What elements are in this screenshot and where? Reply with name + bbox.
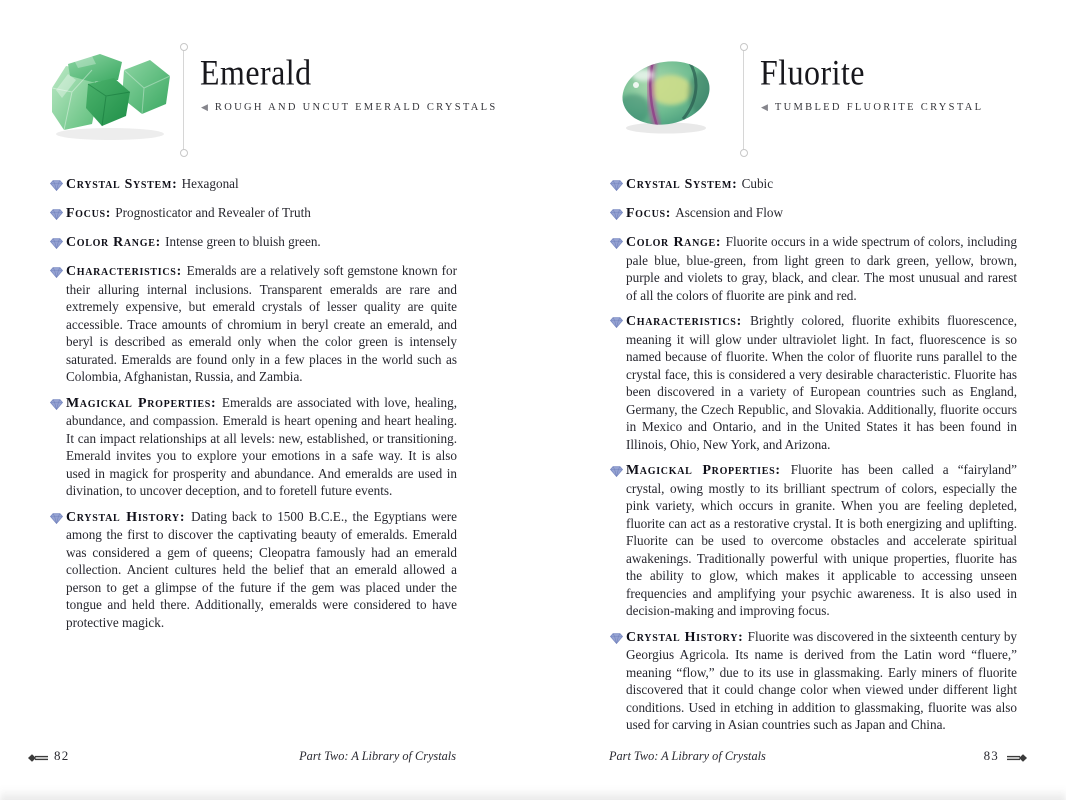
running-title: Part Two: A Library of Crystals — [299, 749, 456, 763]
entry-magickal-properties: Magickal Properties: Emeralds are associated with love, healing, abundance, and compassion. Emerald is heart opening and heart healing. It can impact relationships at all levels: new, established, or transitioning. Emerald invites you to explore your emotions in a safe way. It is also used in magick for prosperity and abundance. And emeralds are used in divination, to uncover deception, and to foretell future events. — [50, 394, 457, 500]
divider-dot-icon — [180, 149, 188, 157]
gem-bullet-icon — [50, 204, 66, 225]
caption-marker-icon: ◀ — [201, 102, 208, 112]
entry-label: Magickal Properties — [66, 395, 211, 411]
gem-bullet-icon — [610, 175, 626, 196]
gem-bullet-icon — [50, 262, 66, 386]
entry-characteristics: Characteristics: Emeralds are a relatively soft gemstone known for their alluring internal inclusions. Transparent emeralds are rare and extremely expensive, but emerald crystals of lesser quality are quite accessible. Trace amounts of chromium in beryl create an emerald, and beryl is described as emerald only when the color green is intensely saturated. Emeralds are found only in a few places in the world such as Colombia, Afghanistan, Russia, and Zambia. — [50, 262, 457, 386]
gem-bullet-icon — [610, 461, 626, 620]
gem-bullet-icon — [610, 204, 626, 225]
entry-characteristics: Characteristics: Brightly colored, fluorite exhibits fluorescence, meaning it will glow under ultraviolet light. In fact, fluorescence is so named because of fluorite. When the color of fluorite runs parallel to the crystal face, this is considered a very desirable characteristic. Fluorite has been discovered in a variety of European countries such as England, Germany, the Czech Republic, and Slovakia. Additionally, fluorite occurs in Mexico and Ontario, and in the United States it has been found in Illinois, Ohio, New York, and Arizona. — [610, 312, 1017, 453]
entry-focus: Focus: Ascension and Flow — [610, 204, 1017, 225]
page-number: 82 — [54, 748, 70, 763]
footer — [0, 744, 533, 774]
gem-bullet-icon — [610, 312, 626, 453]
entry-value: Intense green to bluish green. — [165, 234, 321, 249]
entry-list — [50, 175, 457, 639]
entry-label: Color Range — [626, 235, 716, 250]
entry-label: Focus — [66, 206, 106, 221]
entry-magickal-properties: Magickal Properties: Fluorite has been called a “fairyland” crystal, owing mostly to its brilliant spectrum of colors, especially the pink variety, which occurs in granite. When you are feeling depleted, fluorite can act as a restorative crystal. It is both energizing and uplifting. Fluorite can be used to overcome obstacles and accelerate spiritual awakenings. Traditionally powerful with unique properties, fluorite has the ability to glow, which makes it applicable to accessing unseen frequencies and amplifying your psychic awareness. It is also used in decision-making and improving focus. — [610, 461, 1017, 620]
page-edge-shadow — [0, 788, 1066, 800]
photo-caption — [201, 102, 498, 113]
entry-crystal-history: Crystal History: Dating back to 1500 B.C.E., the Egyptians were among the first to discover the captivating beauty of emeralds. Emerald was considered a gem of queens; Cleopatra famously had an emerald collection. Ancient cultures held the belief that an emerald allowed a person to get a glimpse of the future if the gem was placed under the tongue and held there. Additionally, emeralds were considered to have protective magick. — [50, 508, 457, 632]
entry-value: Fluorite was discovered in the sixteenth century by Georgius Agricola. Its name is derived from the Latin word “fluere,” meaning “flow,” due to its use in glassmaking. Early miners of fluorite discovered that it could change color when viewed under different light conditions. Used in etching in addition to glassmaking, fluorite was also used for carving in Asian countries such as Japan and China. — [626, 628, 1018, 732]
entry-value: Emeralds are associated with love, healing, abundance, and compassion. Emerald is heart opening and heart healing. It can impact relationships at all levels: new, established, or transitioning. Emerald invites you to explore your emotions in a safe way. It is also used in magick for prosperity and abundance. And emeralds are used in divination, to uncover deception, and to foretell future events. — [66, 394, 458, 498]
entry-color-range: Color Range: Intense green to bluish green. — [50, 233, 457, 254]
gem-bullet-icon — [50, 394, 66, 500]
entry-label: Characteristics — [66, 264, 177, 279]
page-number: 83 — [983, 748, 999, 763]
entry-list — [610, 175, 1017, 742]
divider-dot-icon — [740, 43, 748, 51]
entry-crystal-system: Crystal System: Cubic — [610, 175, 1017, 196]
header-divider — [743, 50, 744, 150]
emerald-photo — [48, 48, 176, 142]
entry-label: Characteristics — [626, 314, 737, 329]
entry-label: Crystal System — [626, 177, 733, 192]
entry-value: Prognosticator and Revealer of Truth — [115, 205, 311, 220]
caption-text: ROUGH AND UNCUT EMERALD CRYSTALS — [214, 102, 498, 113]
page-title: Fluorite — [760, 54, 865, 94]
arrow-left-ornament-icon — [27, 753, 50, 763]
entry-value: Brightly colored, fluorite exhibits fluorescence, meaning it will glow under ultraviolet light. In fact, fluorescence is so named because of fluorite. When the color of fluorite runs parallel to the crystal face, this is considered a very desirable characteristic. Fluorite has been discovered in a variety of European countries such as England, Germany, the Czech Republic, and Slovakia. Additionally, fluorite occurs in Mexico and Ontario, and in the United States it has been found in Illinois, Ohio, New York, and Arizona. — [626, 313, 1017, 452]
entry-label: Color Range — [66, 235, 156, 250]
entry-value: Hexagonal — [181, 176, 239, 191]
gem-bullet-icon — [610, 628, 626, 734]
photo-caption — [761, 102, 983, 113]
page-fluorite — [533, 0, 1066, 800]
divider-dot-icon — [740, 149, 748, 157]
gem-bullet-icon — [610, 233, 626, 304]
entry-focus: Focus: Prognosticator and Revealer of Truth — [50, 204, 457, 225]
entry-value: Cubic — [741, 176, 774, 191]
entry-label: Focus — [626, 206, 666, 221]
header-divider — [183, 50, 184, 150]
divider-dot-icon — [180, 43, 188, 51]
entry-label: Crystal History — [626, 629, 739, 645]
entry-label: Crystal System — [66, 177, 173, 192]
entry-value: Fluorite has been called a “fairyland” crystal, owing mostly to its brilliant spectrum of colors, especially the pink variety, which occurs in granite. When you are feeling depleted, fluorite can act as a restorative crystal. It is both energizing and uplifting. Fluorite can be used to overcome obstacles and accelerate spiritual awakenings. Traditionally powerful with unique properties, fluorite has the ability to glow, which makes it applicable to accessing unseen frequencies and amplifying your psychic awareness. It is also used in decision-making and improving focus. — [626, 462, 1018, 618]
page-title: Emerald — [200, 54, 312, 94]
entry-label: Magickal Properties — [626, 463, 776, 478]
entry-crystal-history: Crystal History: Fluorite was discovered in the sixteenth century by Georgius Agricola. Its name is derived from the Latin word “fluere,” meaning “flow,” due to its use in glassmaking. Early miners of fluorite discovered that it could change color when viewed under different light conditions. Used in etching in addition to glassmaking, fluorite was also used for carving in Asian countries such as Japan and China. — [610, 628, 1017, 734]
gem-bullet-icon — [50, 233, 66, 254]
entry-crystal-system: Crystal System: Hexagonal — [50, 175, 457, 196]
gem-bullet-icon — [50, 508, 66, 632]
caption-text: TUMBLED FLUORITE CRYSTAL — [774, 102, 984, 113]
entry-value: Ascension and Flow — [675, 205, 783, 220]
entry-value: Fluorite occurs in a wide spectrum of colors, including pale blue, blue-green, from light green to dark green, yellow, brown, purple and violets to gray, black, and clear. The most unusual and rarest of all the colors of fluorite are pink and red. — [626, 234, 1017, 303]
caption-marker-icon: ◀ — [761, 102, 768, 112]
entry-value: Dating back to 1500 B.C.E., the Egyptians were among the first to discover the captivating beauty of emeralds. Emerald was considered a gem of queens; Cleopatra famously had an emerald collection. Ancient cultures held the belief that an emerald allowed a person to get a glimpse of the future if the gem was placed under the tongue and held there. Additionally, emeralds were considered to have protective magick. — [66, 508, 457, 630]
fluorite-photo — [613, 55, 725, 137]
footer — [533, 744, 1066, 774]
running-title: Part Two: A Library of Crystals — [609, 749, 766, 763]
gem-bullet-icon — [50, 175, 66, 196]
entry-value: Emeralds are a relatively soft gemstone known for their alluring internal inclusions. Transparent emeralds are rare and extremely expensive, but emerald crystals of lesser quality are quite accessible. Trace amounts of chromium in beryl create an emerald, and beryl is described as emerald only when the color green is intensely saturated. Emeralds are found only in a few places in the world such as Colombia, Afghanistan, Russia, and Zambia. — [66, 263, 457, 384]
entry-color-range: Color Range: Fluorite occurs in a wide spectrum of colors, including pale blue, blue-green, from light green to dark green, yellow, brown, purple and violets to gray, black, and clear. The most unusual and rarest of all the colors of fluorite are pink and red. — [610, 233, 1017, 304]
entry-label: Crystal History — [66, 509, 180, 525]
arrow-right-ornament-icon — [1005, 753, 1028, 763]
